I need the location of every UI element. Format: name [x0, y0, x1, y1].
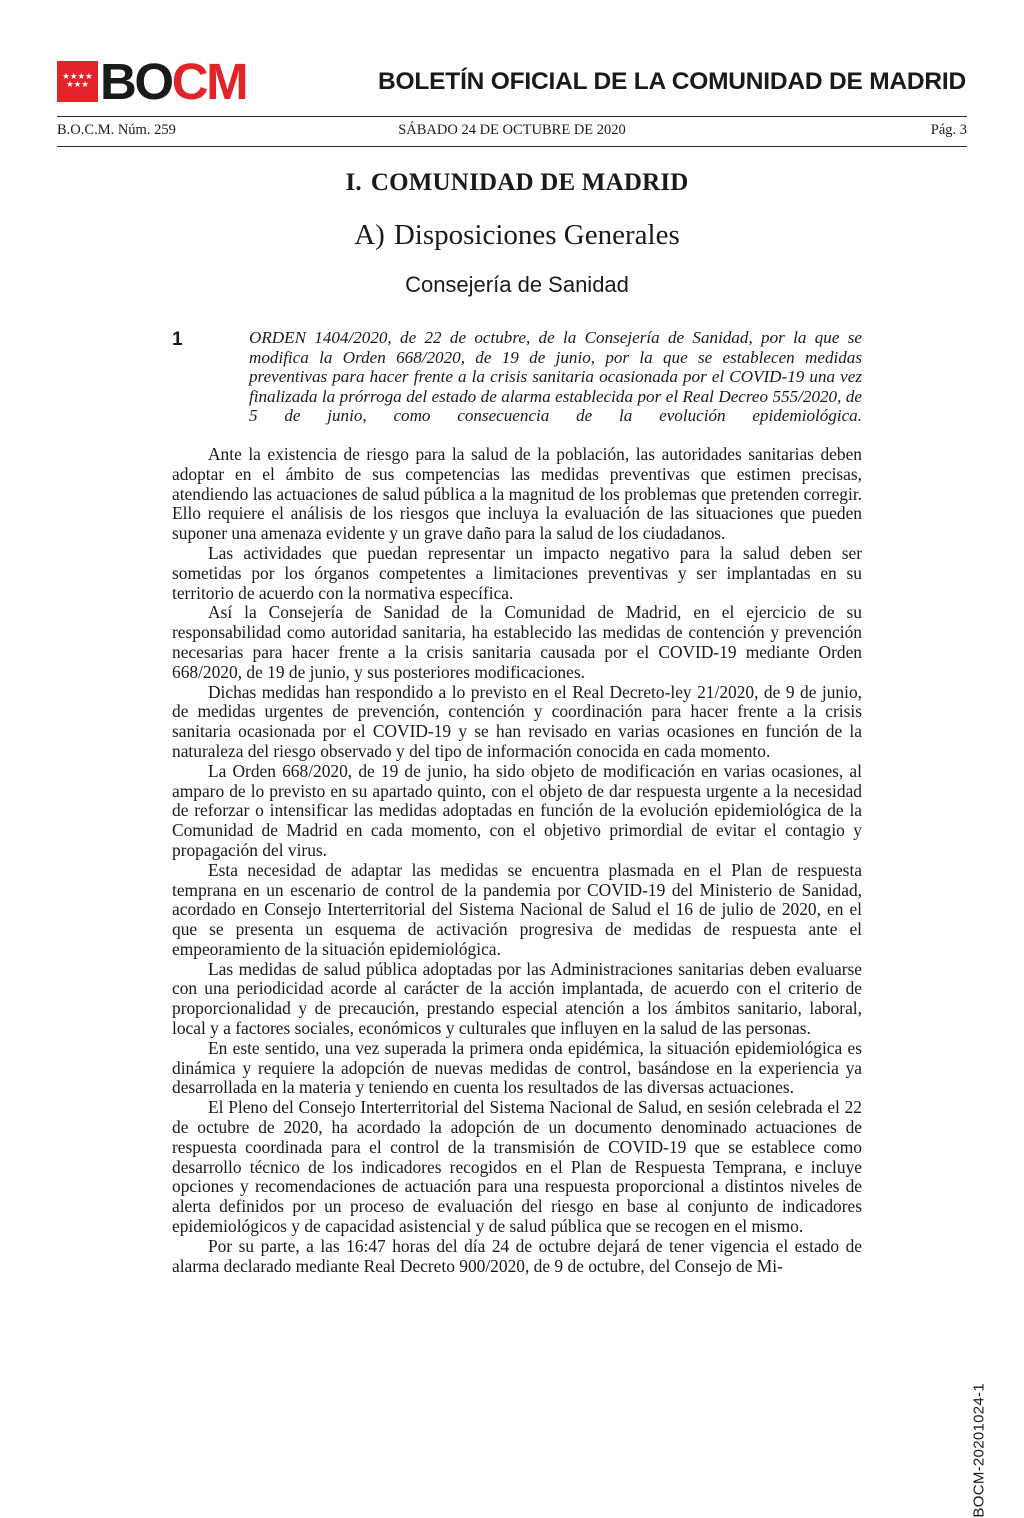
section-numeral: I. [345, 169, 362, 196]
masthead-title: BOLETÍN OFICIAL DE LA COMUNIDAD DE MADRID [378, 68, 966, 95]
body-paragraph: Las actividades que puedan representar un impacto negativo para la salud deben ser sometidas por los órganos competentes a limitaciones preventivas y ser implantadas en su territorio de acuerdo con la normativa específica. [172, 542, 862, 603]
section-heading [172, 169, 862, 197]
running-head-page: Pág. 3 [930, 122, 967, 138]
body-copy [172, 445, 862, 1276]
order-item-number: 1 [172, 329, 183, 350]
order-title-text: ORDEN 1404/2020, de 22 de octubre, de la Consejería de Sanidad, por la que se modifica la Orden 668/2020, de 19 de junio, por la que se establecen medidas preventivas para hacer frente a la crisis sanitaria ocasionada por el COVID-19 una vez finalizada la prórroga del estado de alarma establecida por el Real Decreo 555/2020, de 5 de junio, como consecuencia de la evolución epidemiológica. [249, 328, 862, 426]
section-title: COMUNIDAD DE MADRID [370, 169, 689, 196]
wordmark-cm: CM [171, 52, 247, 110]
body-paragraph: La Orden 668/2020, de 19 de junio, ha sido objeto de modificación en varias ocasiones, al amparo de lo previsto en su apartado quinto, con el objeto de dar respuesta urgente a la necesidad de reforzar o intensificar las medidas adoptadas en función de la evolución epidemiológica de la Comunidad de Madrid en cada momento, con el objetivo primordial de evitar el contagio y propagación del virus. [172, 760, 862, 860]
running-head-date: SÁBADO 24 DE OCTUBRE DE 2020 [398, 122, 626, 138]
running-head-issue: B.O.C.M. Núm. 259 [57, 122, 176, 138]
subsection-heading [172, 219, 862, 252]
crest-stars-top-row: ★★★★ [62, 71, 93, 82]
wordmark-bo: BO [100, 52, 172, 110]
bocm-logo [57, 52, 247, 110]
body-paragraph: Así la Consejería de Sanidad de la Comunidad de Madrid, en el ejercicio de su responsabilidad como autoridad sanitaria, ha establecido las medidas de contención y prevención necesarias para hacer frente a la crisis sanitaria causada por el COVID-19 mediante Orden 668/2020, de 19 de junio, y sus posteriores modificaciones. [172, 602, 862, 682]
bocm-wordmark [100, 52, 247, 110]
document-content [172, 160, 862, 1276]
body-paragraph: El Pleno del Consejo Interterritorial del Sistema Nacional de Salud, en sesión celebrada el 22 de octubre de 2020, ha acordado la adopción de un documento denominado actuaciones de respuesta coordinada para el control de la transmisión de COVID-19 que se establece como desarrollo técnico de los indicadores recogidos en el Plan de Respuesta Temprana, e incluye opciones y recomendaciones de actuación para una respuesta proporcional a distintos niveles de alerta definidos por un proceso de evaluación del riesgo en base al conjunto de indicadores epidemiológicos y de capacidad asistencial y de salud pública que se recogen en el mismo. [172, 1097, 862, 1237]
body-paragraph: Esta necesidad de adaptar las medidas se encuentra plasmada en el Plan de respuesta temprana en un escenario de control de la pandemia por COVID-19 del Ministerio de Sanidad, acordado en Consejo Interterritorial del Sistema Nacional de Salud el 16 de julio de 2020, en el que se presenta un esquema de activación progresiva de medidas de respuesta ante el empeoramiento de la situación epidemiológica. [172, 859, 862, 959]
body-paragraph: Dichas medidas han respondido a lo previsto en el Real Decreto-ley 21/2020, de 9 de junio, de medidas urgentes de prevención, contención y coordinación para hacer frente a la crisis sanitaria ocasionada por el COVID-19 y se han revisado en varias ocasiones en función de la naturaleza del riesgo observado y del tipo de información conocida en cada momento. [172, 681, 862, 761]
document-side-code: BOCM-20201024-1 [971, 1383, 988, 1518]
rule-below-running-head [57, 146, 967, 147]
subsection-letter: A) [354, 219, 385, 251]
masthead [0, 0, 1024, 138]
rule-above-running-head [57, 116, 967, 117]
running-head [57, 122, 967, 144]
body-paragraph: Las medidas de salud pública adoptadas por las Administraciones sanitarias deben evaluarse con una periodicidad acorde al carácter de la acción implantada, de acuerdo con el criterio de proporcionalidad y de precaución, prestando especial atención a los ámbitos sanitario, laboral, local y a factores sociales, económicos y culturales que influyen en la salud de las personas. [172, 958, 862, 1039]
organism-heading: Consejería de Sanidad [405, 272, 629, 297]
body-paragraph: Por su parte, a las 16:47 horas del día 24 de octubre dejará de tener vigencia el estado de alarma declarado mediante Real Decreto 900/2020, de 9 de octubre, del Consejo de Mi- [172, 1235, 862, 1276]
crest-stars-bottom-row: ★★★ [66, 79, 89, 90]
body-paragraph: En este sentido, una vez superada la primera onda epidémica, la situación epidemiológica es dinámica y requiere la adopción de nuevas medidas de control, basándose en la experiencia ya desarrollada en la materia y teniendo en cuenta los resultados de las diversas actuaciones. [172, 1037, 862, 1098]
order-title-block [172, 328, 862, 426]
body-paragraph: Ante la existencia de riesgo para la salud de la población, las autoridades sanitarias deben adoptar en el ámbito de sus competencias las medidas preventivas que estimen precisas, atendiendo las actuaciones de salud pública a la magnitud de los problemas que pretenden corregir. Ello requiere el análisis de los riesgos que incluya la evaluación de las situaciones que pueden suponer una amenaza evidente y un grave daño para la salud de los ciudadanos. [172, 443, 862, 544]
madrid-crest-icon [57, 61, 98, 102]
subsection-title: Disposiciones Generales [393, 219, 680, 251]
